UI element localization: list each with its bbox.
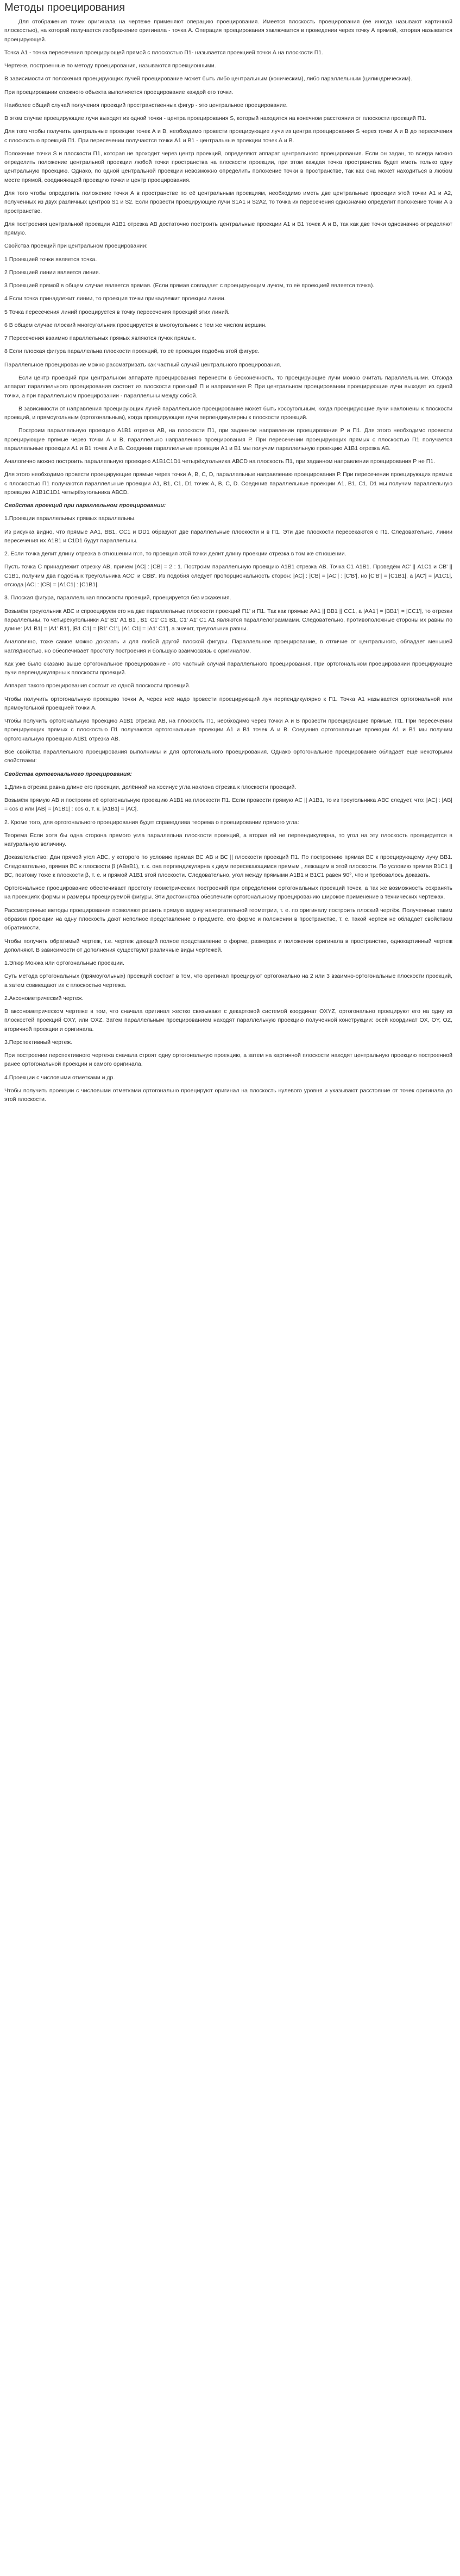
paragraph: Для отображения точек оригинала на чертеже применяют операцию проецирования. Имеется плоскость проецирования (ее иногда называют картинной плоскостью), на которой получается изображение оригинала - точка А. Операция проецирования заключается в проведении через точку А прямой, которая называется проецирующей. — [4, 18, 452, 43]
paragraph: В этом случае проецирующие лучи выходят из одной точки - центра проецирования S, который находится на конечном расстоянии от плоскости проекций П1. — [4, 115, 426, 122]
paragraph: Возьмём прямую АВ и построим её ортогональную проекцию А1В1 на плоскости П1. Если провести прямую АС || А1В1, то из треугольника АВС следует, что: |АС| : |АВ| = cos α или |АВ| = |А1В1| : cos α, т. к. |А1В1| = |АС|. — [4, 797, 452, 813]
paragraph: 1.Длина отрезка равна длине его проекции, делённой на косинус угла наклона отрезка к плоскости проекций. — [4, 783, 297, 790]
paragraph: Параллельное проецирование можно рассматривать как частный случай центрального проецирования. — [4, 361, 281, 368]
paragraph: Точка А1 - точка пересечения проецирующей прямой с плоскостью П1- называется проекцией точки А на плоскости П1. — [4, 49, 324, 56]
paragraph: Если центр проекций при центральном аппарате проецирования перенести в бесконечность, то проецирующие лучи можно считать параллельными. Отсюда аппарат параллельного проецирования состоит из плоскости проекций П и направления Р. При центральном проецировании проецирующие лучи выходят из одной точки, а при параллельном проецировании - параллельны между собой. — [4, 374, 452, 399]
paragraph: Рассмотренные методы проецирования позволяют решить прямую задачу начертательной геометрии, т. е. по оригиналу построить плоский чертёж. Полученные таким образом проекции на одну плоскость дают неполное представление о предмете, его форме и положении в пространстве, т. е. такой чертеж не обладает свойством обратимости. — [4, 907, 452, 932]
paragraph: Для построения центральной проекции А1В1 отрезка АВ достаточно построить центральные проекции А1 и В1 точек А и В, так как две точки однозначно определяют прямую. — [4, 220, 452, 237]
section-heading: Свойства ортогонального проецирования: — [4, 770, 132, 777]
paragraph: При проецировании сложного объекта выполняется проецирование каждой его точки. — [4, 88, 234, 96]
page — [0, 0, 460, 1104]
paragraph: 5 Точка пересечения линий проецируется в точку пересечения проекций этих линий. — [4, 308, 230, 315]
paragraph: 2.Аксонометрический чертеж. — [4, 995, 84, 1002]
page-title: Методы проецирования — [4, 2, 125, 14]
paragraph: Чтобы получить проекции с числовыми отметками ортогонально проецируют оригинал на плоскость нулевого уровня и указывают расстояние от точек оригинала до этой плоскости. — [4, 1087, 452, 1103]
paragraph: Доказательство: Дан прямой угол АВС, у которого по условию прямая ВС АВ и ВС || плоскости проекций П1. По построению прямая ВС к проецирующему лучу ВВ1. Следовательно, прямая ВС к плоскости β (АВвВ1), т. к. она перпендикулярна к двум пересекающимся прямым , лежащим в этой плоскости. По условию прямая В1С1 || ВС, поэтому тоже к плоскости β, т. е. и прямой А1В1 этой плоскости. Следовательно, угол между прямыми А1В1 и В1С1 равен 90°, что и требовалось доказать. — [4, 854, 452, 878]
paragraph: В аксонометрическом чертеже в том, что сначала оригинал жестко связывают с декартовой системой координат OXYZ, ортогонально проецируют его на одну из плоскостей проекций OXY, или OXZ. Затем параллельным проецированием находят параллельную проекцию полученной конструкции: осей координат OX, OY, OZ, вторичной проекции и оригинала. — [4, 1008, 452, 1033]
paragraph: 4 Если точка принадлежит линии, то проекция точки принадлежит проекции линии. — [4, 295, 226, 302]
paragraph: 1.Проекции параллельных прямых параллельны. — [4, 515, 136, 522]
paragraph: 7 Пересечения взаимно параллельных прямых являются пучок прямых. — [4, 335, 196, 342]
paragraph: 3 Проекцией прямой в общем случае является прямая. (Если прямая совпадает с проецирующим лучом, то её проекцией является точка). — [4, 282, 375, 289]
paragraph: Чертеже, построенные по методу проецирования, называются проекционными. — [4, 62, 216, 69]
paragraph: 6 В общем случае плоский многоугольник проецируется в многоугольник с тем же числом вершин. — [4, 321, 267, 328]
paragraph: 8 Если плоская фигура параллельна плоскости проекций, то её проекция подобна этой фигуре. — [4, 348, 260, 355]
paragraph: При построении перспективного чертежа сначала строят одну ортогональную проекцию, а затем на картинной плоскости находят центральную проекцию построенной ранее ортогональной проекции и самого оригинала. — [4, 1052, 452, 1068]
paragraph: Для этого необходимо провести проецирующие прямые через точки А, В, С, D, параллельные направлению проецирования Р. При пересечении проецирующих прямых с плоскостью П1 получаются параллельные проекции А1, В1, С1, D1 точек А, В, С, D. Соединив параллельные проекции А1, В1, С1, D1 мы получим параллельную проекцию А1В1С1D1 четырёхугольника АВСD. — [4, 471, 452, 496]
paragraph: Наиболее общий случай получения проекций пространственных фигур - это центральное проецирование. — [4, 102, 288, 109]
paragraph: 3. Плоская фигура, параллельная плоскости проекций, проецируется без искажения. — [4, 594, 231, 602]
paragraph: 3.Перспективный чертеж. — [4, 1039, 73, 1046]
paragraph: Все свойства параллельного проецирования выполнимы и для ортогонального проецирования. Однако ортогональное проецирование обладает ещё некоторыми свойствами: — [4, 749, 452, 764]
paragraph: Ортогональное проецирование обеспечивает простоту геометрических построений при определении ортогональных проекций точек, а так же возможность сохранять на проекциях формы и размеры проецируемой фигуры. Эти достоинства обеспечили ортогональному проецированию широкое применение в технических чертежах. — [4, 885, 452, 901]
paragraph: 1 Проекцией точки является точка. — [4, 256, 97, 263]
paragraph: Пусть точка С принадлежит отрезку АВ, причем |АС| : |СВ| = 2 : 1. Построим параллельную проекцию А1В1 отрезка АВ. Точка С1 А1В1. Проведём АС' || А1С1 и СВ' || С1В1, получим два подобных треугольника АСС' и СВВ'. Из подобия следует пропорциональность сторон: |АС| : |СВ| = |АС'| : |С'В'|, но |С'В'| = |С1В1|, а |АС'| = |А1С1|, отсюда |АС| : |СВ| = |А1С1| : |С1В1|. — [4, 564, 452, 588]
paragraph: В зависимости от направления проецирующих лучей параллельное проецирование может быть косоугольным, когда проецирующие лучи наклонены к плоскости проекций, и прямоугольным (ортогональным), когда проецирующие лучи перпендикулярны к плоскости проекций. — [4, 405, 452, 421]
paragraph: 2. Кроме того, для ортогонального проецирования будет справедлива теорема о проецировании прямого угла: — [4, 819, 299, 826]
paragraph: 4.Проекции с числовыми отметками и др. — [4, 1074, 115, 1081]
paragraph: Для того чтобы определить положение точки А в пространстве по её центральным проекциям, необходимо иметь две центральные проекции этой точки А1 и А2, полученных из двух различных центров S1 и S2. Если провести проецирующие лучи S1А1 и S2А2, то точка их пересечения однозначно определит положение точки А в пространстве. — [4, 189, 452, 214]
paragraph: Свойства проекций при центральном проецировании: — [4, 243, 148, 250]
paragraph: Чтобы получить обратимый чертеж, т.е. чертеж дающий полное представление о форме, размерах и положении оригинала в пространстве, однокартинный чертеж дополняют. В зависимости от дополнения существуют различные виды чертежей. — [4, 938, 452, 953]
paragraph: Возьмём треугольник АВС и спроецируем его на две параллельные плоскости проекций П1' и П1. Так как прямые АА1 || ВВ1 || СС1, а |АА1'| = |ВВ1'| = |СС1'|, то отрезки параллельны, то четырёхугольники А1' В1' А1 В1 , В1' С1' С1 В1, С1' А1' С1 А1 являются параллелограммами. Следовательно, противоположные стороны их равны по длине: |А1 В1| = |А1' В1'|, |В1 С1| = |В1' С1'|, |А1 С1| = |А1' С1'|, а значит, треугольник равны. — [4, 607, 452, 632]
paragraph: 2 Проекцией линии является линия. — [4, 269, 100, 276]
paragraph: Построим параллельную проекцию А1В1 отрезка АВ, на плоскости П1, при заданном направлении проецирования Р и П1. Для этого необходимо провести проецирующие прямые через точки А и В, параллельно направлению проецирования Р. При пересечении проецирующих прямых с плоскостью П1 получается параллельные проекции А1 и В1 точек А и В. Соединив параллельные проекции А1 и В1 мы получим параллельную проекцию А1В1 отрезка АВ. — [4, 427, 452, 452]
paragraph: Из рисунка видно, что прямые АА1, ВВ1, СС1 и DD1 образуют две параллельные плоскости и в П1. Эти две плоскости пересекаются с П1. Следовательно, линии пересечения их А1В1 и С1D1 будут параллельны. — [4, 528, 452, 544]
article-body — [4, 17, 452, 1104]
paragraph: Чтобы получить ортогональную проекцию А1В1 отрезка АВ, на плоскость П1, необходимо через точки А и В провести проецирующие прямые, П1. При пересечении проецирующих прямых с плоскостью П1 получаются ортогональные проекции А1 и В1 точек А и В. Соединив ортогональные проекции А1 и В1 мы получим ортогональную проекцию А1В1 отрезка АВ. — [4, 718, 452, 742]
paragraph: Как уже было сказано выше ортогональное проецирование - это частный случай параллельного проецирования. При ортогональном проецировании проецирующие лучи перпендикулярны к плоскости проекций. — [4, 660, 452, 676]
paragraph: Чтобы получить ортогональную проекцию точки А, через неё надо провести проецирующий луч перпендикулярно к П1. Точка А1 называется ортогональной или прямоугольной проекцией точки А. — [4, 695, 452, 711]
paragraph: Аппарат такого проецирования состоит из одной плоскости проекций. — [4, 682, 191, 689]
paragraph: Для того чтобы получить центральные проекции точек А и В, необходимо провести проецирующие лучи из центра проецирования S через точки А и В до пересечения с плоскостью проекций П1. При пересечении получаются точки А1 и В1 - центральные проекции точек А и В. — [4, 128, 452, 144]
paragraph: Положение точки S и плоскости П1, которая не проходит через центр проекций, определяют аппарат центрального проецирования. Если он задан, то всегда можно определить положение центральной проекции любой точки пространства на плоскости проекции, при этом каждая точка пространства будет иметь только одну центральную проекцию. Однако, по одной центральной проекции невозможно определить положение точки в пространстве, так как она может находиться в любом месте прямой, соединяющей проекцию точки и центр проецирования. — [4, 150, 452, 183]
paragraph: В зависимости от положения проецирующих лучей проецирование может быть либо центральным (коническим), либо параллельным (цилиндрическим). — [4, 75, 412, 83]
paragraph: Аналогично можно построить параллельную проекцию А1В1С1D1 четырёхугольника АВСD на плоскость П1, при заданном направлении проецирования Р не П1. — [4, 458, 436, 465]
paragraph: Теорема Если хотя бы одна сторона прямого угла параллельна плоскости проекций, а вторая ей не перпендикулярна, то угол на эту плоскость проецируется в натуральную величину. — [4, 832, 452, 848]
section-heading: Свойства проекций при параллельном проецировании: — [4, 502, 166, 509]
paragraph: Суть метода ортогональных (прямоугольных) проекций состоит в том, что оригинал проецируют ортогонально на 2 или 3 взаимно-ортогональные плоскости проекций, а затем совмещают их с плоскостью чертежа. — [4, 973, 452, 989]
paragraph: 2. Если точка делит длину отрезка в отношении m:n, то проекция этой точки делит длину проекции отрезка в том же отношении. — [4, 550, 346, 558]
paragraph: Аналогично, тоже самое можно доказать и для любой другой плоской фигуры. Параллельное проецирование, в отличие от центрального, обладает меньшей наглядностью, но обеспечивает простоту построения и большую взаимосвязь с оригиналом. — [4, 638, 452, 654]
paragraph: 1.Эпюр Монжа или ортогональные проекции. — [4, 960, 124, 967]
